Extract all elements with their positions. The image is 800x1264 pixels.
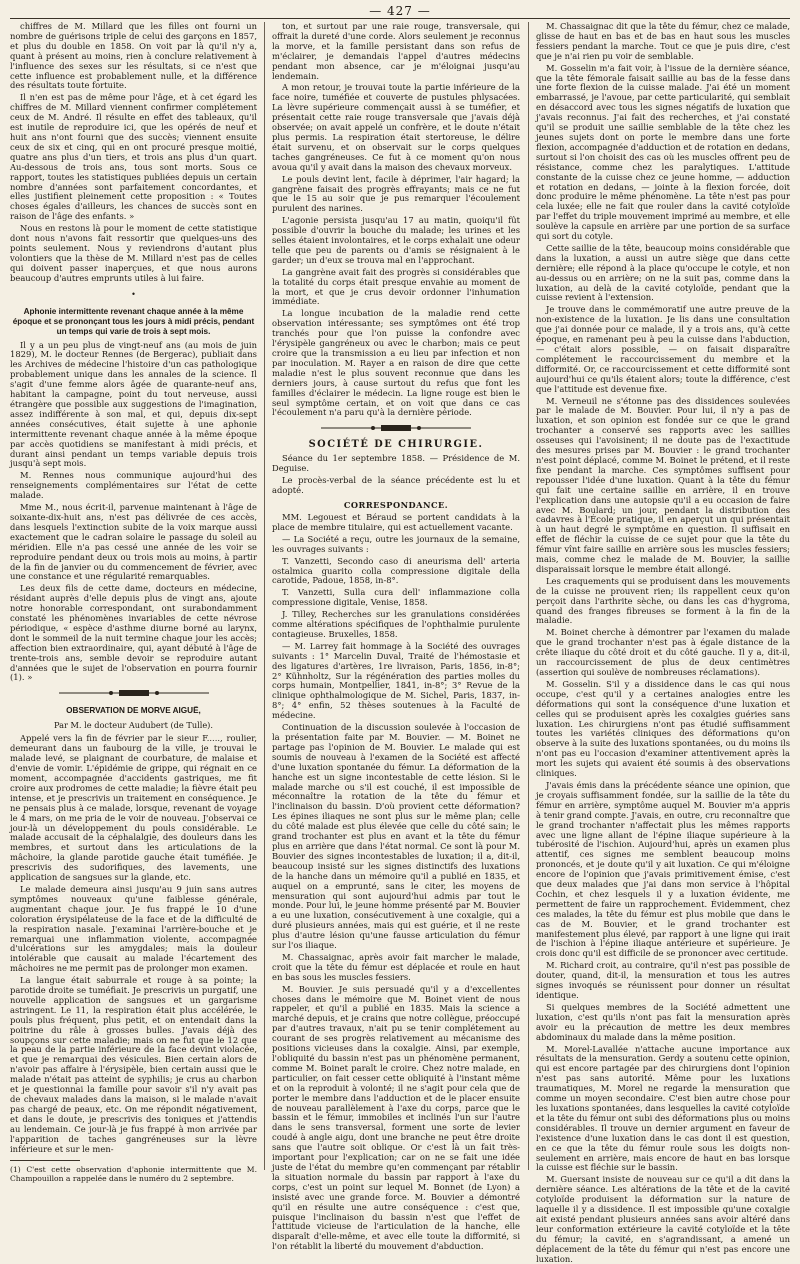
paragraph: M. Chassaignac dit que la tête du fémur, chez ce malade, glisse de haut en bas et de bas en haut sous les muscles fessiers pendant la marche. Tout ce que je puis dire, c'est que je n'ai rien pu voir de semblable. xyxy=(536,21,790,61)
paragraph: J. Tilley, Recherches sur les granulations considérées comme altérations spécifiques de l'ophthalmie purulente contagieuse. Bruxelles, 1858. xyxy=(272,609,520,639)
paragraph: M. Gosselin m'a fait voir, à l'issue de la dernière séance, que la tête fémorale faisait saillie au bas de la fesse dans une forte flexion de la cuisse malade. J'ai été un moment embarrassé, je l'avoue, par cette particularité, qui semblait en désaccord avec tous les signes négatifs de luxation que j'avais reconnus. J'ai fait des recherches, et j'ai constaté qu'il se produit une saillie semblable de la tête chez les jeunes sujets dont on porte le membre dans une forte flexion, accompagnée d'adduction et de rotation en dedans, surtout si l'on choisit des cas où les muscles offrent peu de résistance, comme chez les paralytiques. L'attitude constante de la cuisse chez ce jeune homme, — adduction et rotation en dedans, — jointe à la flexion forcée, doit donc produire le même phénomène. La tête n'est pas pour cela luxée; elle ne fait que rouler dans la cavité cotyloïde par l'effet du triple mouvement imprimé au membre, et elle soulève la capsule en arrière par une portion de sa surface qui sort du cotyle. xyxy=(536,62,790,242)
column-middle xyxy=(272,21,520,1252)
paragraph: L'agonie persista jusqu'au 17 au matin, quoiqu'il fût possible d'ouvrir la bouche du malade; les urines et les selles étaient involontaires, et le corps exhalait une odeur telle que peu de parents ou d'amis se résignaient à le garder; un d'eux se trouva mal en l'approchant. xyxy=(272,215,520,265)
paragraph: Mme M., nous écrit-il, parvenue maintenant à l'âge de soixante-dix-huit ans, n'est pas délivrée de ces accès, dans lesquels l'extinction subite de la voix marque aussi exactement que le cadran solaire le passage du soleil au méridien. Elle n'a pas cessé une année de les voir se reproduire pendant deux ou trois mois au moins, à partir de la fin de janvier ou du commencement de février, avec une constance et une régularité remarquables. xyxy=(10,502,257,582)
column-right xyxy=(536,21,790,1264)
article-title: OBSERVATION DE MORVE AIGUË, xyxy=(66,706,201,716)
paragraph: M. Gosselin. S'il y a dissidence dans le cas qui nous occupe, c'est qu'il y a certaines analogies entre les déformations qui sont la conséquence d'une luxation et celles qui se produisent après les coxalgies guéries sans luxation. Les chirurgiens n'ont pas étudié suffisamment toutes les variétés cliniques des déformations qu'on observe à la suite des luxations spontanées, ou du moins ils n'ont pas eu l'occasion d'examiner attentivement après la mort les sujets qui avaient été soumis à des observations cliniques. xyxy=(536,678,790,779)
header-rule xyxy=(10,18,790,19)
paragraph: Si quelques membres de la Société admettent une luxation, c'est qu'ils n'ont pas fait la mensuration après avoir eu la précaution de mettre les deux membres abdominaux du malade dans la même position. xyxy=(536,1001,790,1042)
paragraph: Le malade demeura ainsi jusqu'au 9 juin sans autres symptômes nouveaux qu'une faiblesse générale, augmentant chaque jour. Je fus frappé le 10 d'une coloration érysipélateuse de la face et de la difficulté de la respiration nasale. J'examinai l'arrière-bouche et je remarquai une inflammation violente, accompagnée d'ulcérations sur les amygdales; mais la douleur intolérable que causait au malade l'écartement des mâchoires ne me permit pas de prolonger mon examen. xyxy=(10,883,257,974)
section-title: SOCIÉTÉ DE CHIRURGIE. xyxy=(308,439,484,451)
footnote-rule xyxy=(10,1160,80,1161)
paragraph: M. Rennes nous communique aujourd'hui des renseignements complémentaires sur l'état de cette malade. xyxy=(10,470,257,501)
paragraph: Les craquements qui se produisent dans les mouvements de la cuisse ne prouvent rien; ils rappellent ceux qu'on perçoit dans l'arthrite sèche, ou dans les cas d'hygroma, quand des franges fibreuses se forment à la fin de la maladie. xyxy=(536,575,790,626)
paragraph: T. Vanzetti, Sulla cura dell' inflammazione colla compressione digitale, Venise, 1858. xyxy=(272,587,520,608)
paragraph: M. Boinet cherche à démontrer par l'examen du malade que le grand trochanter n'est pas à égale distance de la crête iliaque du côté droit et du côté gauche. Il y a, dit-il, un raccourcissement de plus de deux centimètres (assertion qui soulève de nombreuses réclamations). xyxy=(536,627,790,677)
column-divider xyxy=(528,22,529,1170)
article-title: Aphonie intermittente revenant chaque année à la même époque et se prononçant tous les jours à midi précis, pendant un temps qui varie de trois à sept mois. xyxy=(12,306,255,336)
column-divider xyxy=(264,22,265,1170)
paragraph: Il y a un peu plus de vingt-neuf ans (au mois de juin 1829), M. le docteur Rennes (de Bergerac), publiait dans les Archives de médecine l'histoire d'un cas pathologique probablement unique dans les annales de la science. Il s'agit d'une femme alors âgée de quarante-neuf ans, habitant la campagne, point du tout nerveuse, aussi étrangère que possible aux suggestions de l'imagination, assez indifférente à son mal, et qui, depuis dix-sept années consécutives, était sujette à une aphonie intermittente revenant chaque année à la même époque par accès quotidiens se manifestant à midi précis, et durant ainsi pendant un temps variable depuis trois jusqu'à sept mois. xyxy=(10,339,257,469)
page-number: — 427 — xyxy=(369,4,431,18)
paragraph: Je trouve dans le commémoratif une autre preuve de la non-existence de la luxation. Je lis dans une consultation que j'ai donnée pour ce malade, il y a trois ans, qu'à cette époque, en ramenant peu à peu la cuisse dans l'abduction, — c'était alors possible, — on faisait disparaître complétement le raccourcissement du membre et la difformité. Or, ce raccourcissement et cette difformité sont aujourd'hui ce qu'ils étaient alors; toute la différence, c'est que l'attitude est devenue fixe. xyxy=(536,304,790,394)
paragraph: M. Richard croit, au contraire, qu'il n'est pas possible de douter, quand, dit-il, la mensuration et tous les autres signes invoqués se réunissent pour donner un résultat identique. xyxy=(536,960,790,1000)
paragraph: Le procès-verbal de la séance précédente est lu et adopté. xyxy=(272,475,520,496)
paragraph: A mon retour, je trouvai toute la partie inférieure de la face noire, tuméfiée et couverte de pustules phlysacées. La lèvre supérieure commençait aussi à se tuméfier, et présentait cette raie rouge transversale que j'avais déjà observée; on avait appelé un confrère, et le doute n'était plus permis. La respiration était stertoreuse, le délire était survenu, et on observait sur le corps quelques taches gangréneuses. Ce fut à ce moment qu'on nous avoua qu'il y avait dans la maison des chevaux morveux. xyxy=(272,82,520,172)
paragraph: La gangrène avait fait des progrès si considérables que la totalité du corps était presque envahie au moment de la mort, et que je crus devoir ordonner l'inhumation immédiate. xyxy=(272,266,520,307)
paragraph: Les deux fils de cette dame, docteurs en médecine, résidant auprès d'elle depuis plus de vingt ans, ajoute notre honorable correspondant, ont surabondamment constaté les phénomènes invariables de cette névrose périodique, « espèce d'asthme diurne borné au larynx, dont le sommeil de la nuit termine chaque jour les accès; affection bien extraordinaire, qui, ayant débuté à l'âge de trente-trois ans, semble devoir se reproduire autant d'années que le sujet de l'observation en pourra fournir (1). » xyxy=(10,583,257,683)
paragraph: — M. Larrey fait hommage à la Société des ouvrages suivants : 1° Marcelin Duval, Traité de l'hémostasie et des ligatures d'artères, 1re livraison, Paris, 1856, in-8°; 2° Kühnholtz, Sur la régénération des parties molles du corps humain, Montpellier, 1841, in-8°; 3° Revue de la clinique ophthalmologique de M. Sichel, Paris, 1837, in-8°; 4° enfin, 52 thèses soutenues à la Faculté de médecine. xyxy=(272,640,520,721)
page-header xyxy=(0,0,800,22)
paragraph: Il n'en est pas de même pour l'âge, et à cet égard les chiffres de M. Millard viennent confirmer complétement ceux de M. André. Il résulte en effet des tableaux, qu'il est inutile de reproduire ici, que les opérés de neuf et huit ans n'ont fourni que des succès; viennent ensuite ceux de six et cinq, qui en ont procuré presque moitié, quatre ans plus d'un tiers, et trois ans plus d'un quart. Au-dessous de trois ans, tous sont morts. Sous ce rapport, toutes les statistiques publiées depuis un certain nombre d'années sont parfaitement concordantes, et elles justifient pleinement cette proposition : « Toutes choses égales d'ailleurs, les chances de succès sont en raison de l'âge des enfants. » xyxy=(10,92,257,222)
ornament-divider xyxy=(272,423,520,433)
paragraph: M. Morel-Lavallée n'attache aucune importance aux résultats de la mensuration. Gerdy a soutenu cette opinion, qui est encore partagée par des chirurgiens dont l'opinion n'est pas sans autorité. Même pour les luxations traumatiques, M. Morel ne regarde la mensuration que comme un moyen secondaire. C'est bien autre chose pour les luxations spontanées, dans lesquelles la cavité cotyloïde et la tête du fémur ont subi des déformations plus ou moins considérables. Il trouve un dernier argument en faveur de l'existence d'une luxation dans le cas dont il est question, en ce que la tête du fémur roule sous les doigts non-seulement en arrière, mais encore de haut en bas lorsque la cuisse est fléchie sur le bassin. xyxy=(536,1043,790,1173)
paragraph: J'avais émis dans la précédente séance une opinion, que je croyais suffisamment fondée, sur la saillie de la tête du fémur en arrière, symptôme auquel M. Bouvier m'a appris à tenir grand compte. J'avais, en outre, cru reconnaître que le grand trochanter n'affectait plus les mêmes rapports avec une ligne allant de l'épine iliaque supérieure à la tubérosité de l'ischion. Aujourd'hui, après un examen plus attentif, ces signes me semblent beaucoup moins prononcés, et je doute qu'il y ait luxation. Ce qui m'éloigne encore de l'opinion que j'avais primitivement émise, c'est que deux malades que j'ai dans mon service à l'hôpital Cochin, et chez lesquels il y a luxation évidente, me permettent de faire un rapprochement. Évidemment, chez ces malades, la tête du fémur est plus mobile que dans le cas de M. Bouvier, et le grand trochanter est manifestement plus élevé, par rapport à une ligne qui irait de l'ischion à l'épine iliaque antérieure et supérieure. Je crois donc qu'il est difficile de se prononcer avec certitude. xyxy=(536,779,790,959)
paragraph: MM. Legouest et Béraud se portent candidats à la place de membre titulaire, qui est actuellement vacante. xyxy=(272,511,520,532)
paragraph: Nous en restons là pour le moment de cette statistique dont nous n'avons fait ressortir que quelques-uns des points seulement. Nous y reviendrons d'autant plus volontiers que la thèse de M. Millard n'est pas de celles qui doivent passer inaperçues, et que nous aurons beaucoup d'autres emprunts utiles à lui faire. xyxy=(10,223,257,283)
footnote: (1) C'est cette observation d'aphonie intermittente que M. Champouillon a rappelée dans le numéro du 2 septembre. xyxy=(10,1165,257,1184)
paragraph: Appelé vers la fin de février par le sieur F....., roulier, demeurant dans un faubourg de la ville, je trouvai le malade levé, se plaignant de courbature, de malaise et d'envie de vomir. L'épidémie de grippe, qui régnait en ce moment, accompagnée d'accidents gastriques, me fit croire aux prodromes de cette maladie; la fièvre était peu intense, et je prescrivis un traitement en conséquence. Je ne pensais plus à ce malade, lorsque, revenant de voyage le 4 mars, on me pria de le voir de nouveau. J'observai ce jour-là un développement du pouls considérable. Le malade accusait de la céphalalgie, des douleurs dans les membres, et surtout dans les articulations de la mâchoire, la glande parotide gauche était tuméfiée. Je prescrivis des sudorifiques, des lavements, une application de sangsues sur la glande, etc. xyxy=(10,733,257,883)
paragraph: M. Guersant insiste de nouveau sur ce qu'il a dit dans la dernière séance. Les altérations de la tête et de la cavité cotyloïde produisent la déformation sur la nature de laquelle il y a dissidence. Il est impossible qu'une coxalgie ait existé pendant plusieurs années sans avoir altéré dans leur conformation extérieure la cavité cotyloïde et la tête du fémur; la cavité, en s'agrandissant, a amené un déplacement de la tête du fémur qui n'est pas encore une luxation. xyxy=(536,1174,790,1264)
paragraph: La langue était saburrale et rouge à sa pointe; la parotide droite se tuméfiait. Je prescrivis un purgatif, une nouvelle application de sangsues et un gargarisme astringent. Le 11, la respiration était plus accélérée, le pouls plus fréquent, plus petit, et on entendait dans la poitrine du râle à grosses bulles. J'avais déjà des soupçons sur cette maladie; mais on ne fut que le 12 que la peau de la partie inférieure de la face devint violacée, et que je remarquai des vésicules. Bien certain alors de n'avoir pas affaire à l'érysipèle, bien certain aussi que le malade n'était pas atteint de syphilis; je crus au charbon et je questionnai la famille pour savoir s'il n'y avait pas de chevaux malades dans la maison, si le malade n'avait pas chargé de peaux, etc. On me répondit négativement, et dans le doute, je prescrivis des toniques et j'attendis au lendemain. Ce jour-là je fus frappé à mon arrivée par l'apparition de taches gangréneuses sur la lèvre inférieure et sur le men- xyxy=(10,975,257,1154)
paragraph: — La Société a reçu, outre les journaux de la semaine, les ouvrages suivants : xyxy=(272,533,520,554)
ornament-divider xyxy=(10,688,257,698)
paragraph: Continuation de la discussion soulevée à l'occasion de la présentation faite par M. Bouvier. — M. Boinet ne partage pas l'opinion de M. Bouvier. Le malade qui est soumis de nouveau à l'examen de la Société est affecté d'une luxation spontanée du fémur. La déformation de la hanche est un signe incontestable de cette lésion. Si le malade marche ou s'il est couché, il est impossible de méconnaître la rotation de la tête du fémur et l'inclinaison du bassin. D'où provient cette déformation? Les épines iliaques ne sont plus sur le même plan; celle du côté malade est plus élevée que celle du côté sain; le grand trochanter est plus en avant et la tête du fémur plus en arrière que dans l'état normal. Ce sont là pour M. Bouvier des signes incontestables de luxation; il a, dit-il, beaucoup insisté sur les signes distinctifs des luxations de la hanche dans un mémoire qu'il a publié en 1835, et auquel on a emprunté, sans le citer, les moyens de mensuration qui sont aujourd'hui admis par tout le monde. Pour lui, le jeune homme présenté par M. Bouvier a eu une luxation, consécutivement à une coxalgie, qui a duré plusieurs années, mais qui est guérie, et il ne reste plus d'autre lésion qu'une fausse articulation du fémur sur l'os iliaque. xyxy=(272,722,520,951)
paragraph: Le pouls devint lent, facile à déprimer, l'air hagard; la gangrène faisait des progrès effrayants; mais ce ne fut que le 15 au soir que je pus remarquer l'écoulement purulent des narines. xyxy=(272,173,520,214)
paragraph: M. Chassaignac, après avoir fait marcher le malade, croit que la tête du fémur est déplacée et roule en haut en bas sous les muscles fessiers. xyxy=(272,951,520,982)
byline: Par M. le docteur Audubert (de Tulle). xyxy=(54,720,213,731)
paragraph: Séance du 1er septembre 1858. — Présidence de M. Deguise. xyxy=(272,453,520,474)
paragraph: M. Verneuil ne s'étonne pas des dissidences soulevées par le malade de M. Bouvier. Pour lui, il n'y a pas de luxation, et son opinion est fondée sur ce que le grand trochanter a conservé ses rapports avec les saillies osseuses qui l'avoisinent; il ne doute pas de l'exactitude des mesures prises par M. Bouvier : le grand trochanter n'est point déplacé, comme M. Boinet le prétend, et il reste fixe pendant la marche. Ces symptômes suffisent pour repousser l'idée d'une luxation. Quant à la tête du fémur qui fait une certaine saillie en arrière, il en trouve l'explication dans une autopsie qu'il a eu occasion de faire avec M. Boulard; un jour, pendant la distribution des cadavres à l'École pratique, il en aperçut un qui présentait à un haut degré le symptôme en question. Il suffisait en effet de fléchir la cuisse de ce sujet pour que la tête du fémur vînt faire saillie en arrière sous les muscles fessiers; mais, comme chez le malade de M. Bouvier, la saillie disparaissait lorsque le membre était allongé. xyxy=(536,395,790,574)
column-left xyxy=(10,21,257,1184)
paragraph: chiffres de M. Millard que les filles ont fourni un nombre de guérisons triple de celui des garçons en 1857, et plus du double en 1858. On voit par là qu'il n'y a, quant à présent au moins, rien à conclure relativement à l'influence des sexes sur les résultats, si ce n'est que cette influence est probablement nulle, et la différence des résultats toute fortuite. xyxy=(10,21,257,91)
subheading: CORRESPONDANCE. xyxy=(343,499,449,510)
paragraph: Cette saillie de la tête, beaucoup moins considérable que dans la luxation, a aussi un autre siège que dans cette dernière; elle répond à la place qu'occupe le cotyle, et non au-dessus ou en arrière; on ne la suit pas, comme dans la luxation, au delà de la cavité cotyloïde, pendant que la cuisse revient à l'extension. xyxy=(536,242,790,303)
separator-dot: • xyxy=(131,289,136,299)
paragraph: ton, et surtout par une raie rouge, transversale, qui offrait la dureté d'une corde. Alors seulement je reconnus la morve, et la famille persistant dans son refus de m'éclairer, je demandais l'appel d'autres médecins pendant mon absence, car je m'éloignai jusqu'au lendemain. xyxy=(272,21,520,81)
paragraph: T. Vanzetti, Secondo caso di aneurisma dell' arteria ostalmica guarito colla compressione digitale della carotide, Padoue, 1858, in-8°. xyxy=(272,555,520,586)
paragraph: M. Bouvier. Je suis persuadé qu'il y a d'excellentes choses dans le mémoire que M. Boinet vient de nous rappeler, et qu'il a publié en 1835. Mais la science a marché depuis, et je crains que notre collègue, préoccupé par d'autres travaux, n'ait pu se tenir complétement au courant de ses progrès relativement au mécanisme des positions vicieuses dans la coxalgie. Ainsi, par exemple, l'obliquité du bassin n'est pas un phénomène permanent, comme M. Boinet paraît le croire. Chez notre malade, en particulier, on fait cesser cette obliquité à l'instant même et on la reproduit à volonté; il ne s'agit pour cela que de porter le membre dans l'adduction et de le placer ensuite de nouveau parallèlement à l'axe du corps, parce que le bassin et le fémur, immobiles et inclinés l'un sur l'autre dans le sens transversal, forment une sorte de levier coudé à angle aigu, dont une branche ne peut être droite sans que l'autre soit oblique. Or c'est là un fait très-important pour l'explication; car on ne se fait une idée juste de l'état du membre qu'en commençant par rétablir la situation normale du bassin par rapport à l'axe du corps, c'est un point sur lequel M. Bonnet (de Lyon) a insisté avec une grande force. M. Bouvier a démontré qu'il en résulte une autre conséquence : c'est que, puisque l'inclinaison du bassin n'est que l'effet de l'attitude vicieuse de l'articulation de la hanche, elle disparaît d'elle-même, et avec elle toute la difformité, si l'on rétablit la liberté du mouvement d'abduction. xyxy=(272,983,520,1252)
paragraph: La longue incubation de la maladie rend cette observation intéressante; ses symptômes ont été trop tranchés pour que l'on puisse la confondre avec l'érysipèle gangréneux ou avec le charbon; mais ce peut croire que la transmission a eu lieu par infection et non par inoculation. M. Rayer a en raison de dire que cette maladie n'est le plus souvent reconnue que dans les derniers jours, à cause surtout du refus que font les familles d'éclairer le médecin. La ligne rouge est bien le seul symptôme certain, et on voit que dans ce cas l'écoulement n'a paru qu'à la dernière période. xyxy=(272,308,520,418)
